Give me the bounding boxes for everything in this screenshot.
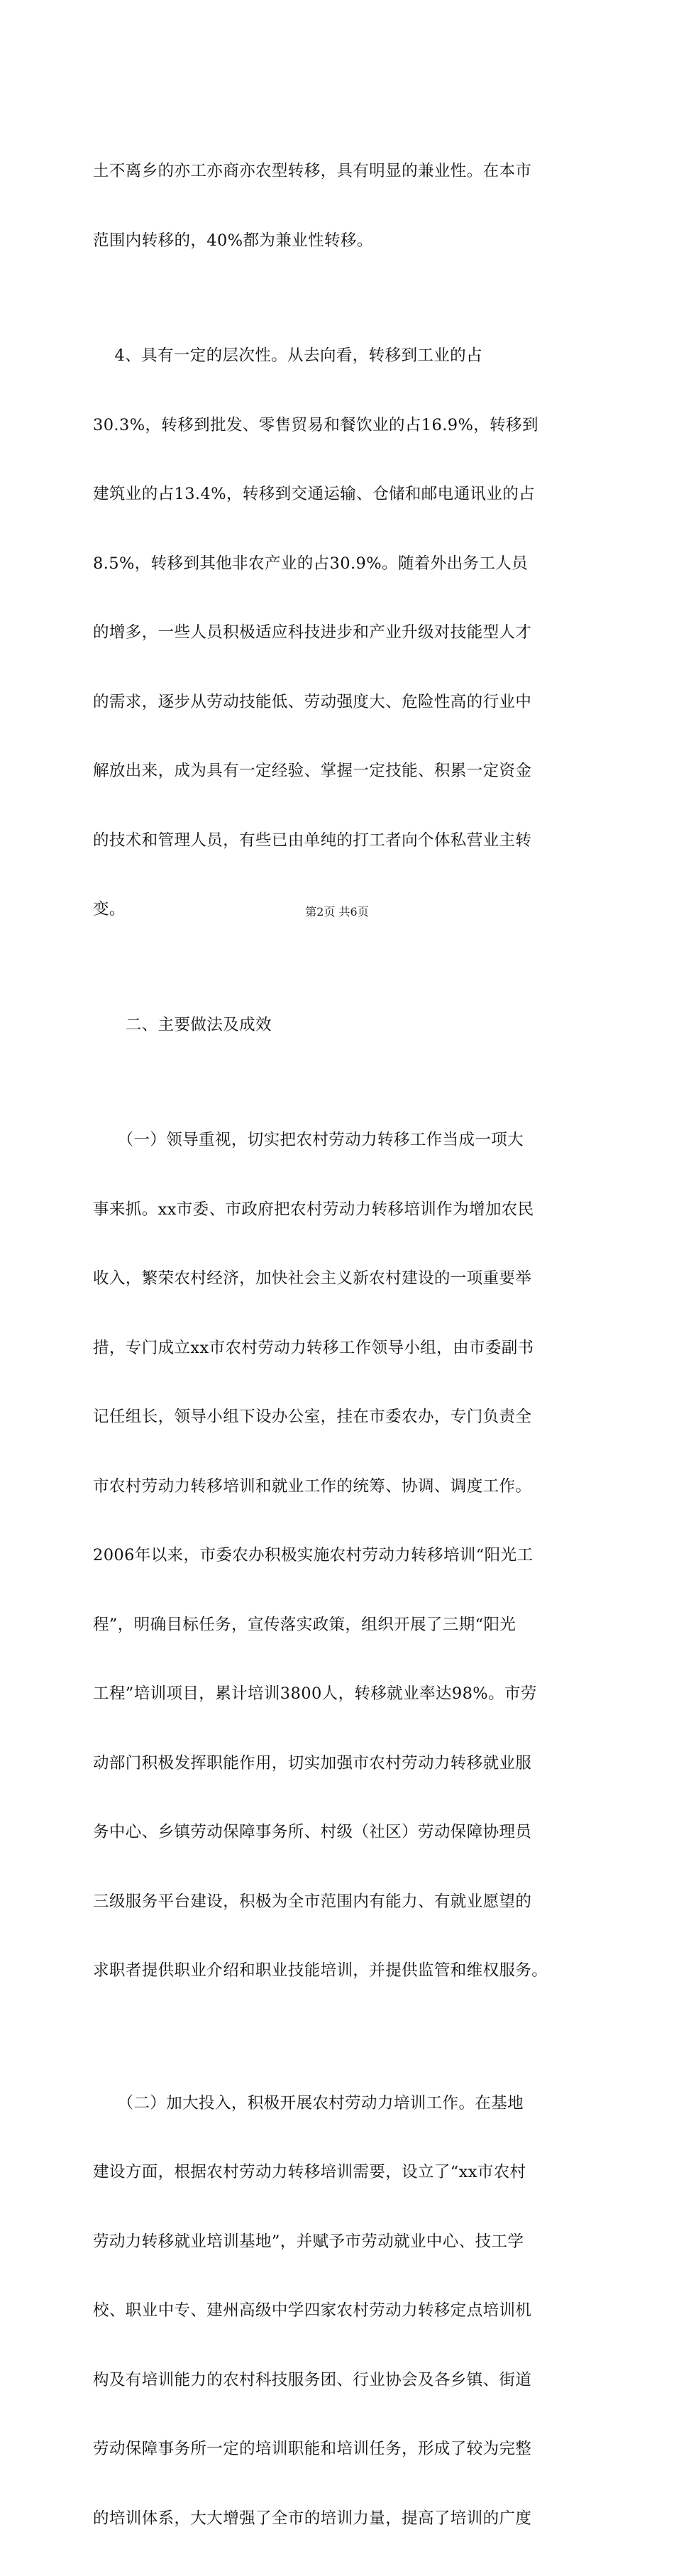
text-line: 收入，繁荣农村经济，加快社会主义新农村建设的一项重要举 bbox=[93, 1267, 590, 1290]
page-number: 第2页 共6页 bbox=[0, 903, 674, 919]
text-line: 范围内转移的，40%都为兼业性转移。 bbox=[93, 229, 590, 253]
document-body bbox=[93, 114, 590, 2576]
text-line: 8.5%，转移到其他非农产业的占30.9%。随着外出务工人员 bbox=[93, 552, 590, 576]
paragraph-2 bbox=[93, 298, 590, 968]
text-line: 三级服务平台建设，积极为全市范围内有能力、有就业愿望的 bbox=[93, 1890, 590, 1914]
text-line: 建筑业的占13.4%，转移到交通运输、仓储和邮电通讯业的占 bbox=[93, 483, 590, 506]
text-line: 校、职业中专、建州高级中学四家农村劳动力转移定点培训机 bbox=[93, 2299, 590, 2323]
text-line: 劳动保障事务所一定的培训职能和培训任务，形成了较为完整 bbox=[93, 2438, 590, 2461]
text-line: 的培训体系，大大增强了全市的培训力量，提高了培训的广度 bbox=[93, 2507, 590, 2531]
paragraph-spacer bbox=[93, 2029, 590, 2046]
text-line: 动部门积极发挥职能作用，切实加强市农村劳动力转移就业服 bbox=[93, 1752, 590, 1775]
text-line: 劳动力转移就业培训基地”，并赋予市劳动就业中心、技工学 bbox=[93, 2230, 590, 2254]
text-line: （一）领导重视，切实把农村劳动力转移工作当成一项大 bbox=[93, 1129, 590, 1152]
text-line: 4、具有一定的层次性。从去向看，转移到工业的占 bbox=[93, 344, 590, 368]
paragraph-4 bbox=[93, 1083, 590, 2029]
text-line: 的增多，一些人员积极适应科技进步和产业升级对技能型人才 bbox=[93, 621, 590, 645]
text-line: 措，专门成立xx市农村劳动力转移工作领导小组，由市委副书 bbox=[93, 1337, 590, 1360]
paragraph-5 bbox=[93, 2046, 590, 2576]
paragraph-1 bbox=[93, 114, 590, 298]
text-line: 的技术和管理人员，有些已由单纯的打工者向个体私营业主转 bbox=[93, 829, 590, 853]
text-line: 事来抓。xx市委、市政府把农村劳动力转移培训作为增加农民 bbox=[93, 1198, 590, 1222]
section-heading bbox=[93, 968, 590, 1083]
text-line: 程”，明确目标任务，宣传落实政策，组织开展了三期“阳光 bbox=[93, 1613, 590, 1637]
text-line: （二）加大投入，积极开展农村劳动力培训工作。在基地 bbox=[93, 2092, 590, 2115]
text-line: 土不离乡的亦工亦商亦农型转移，具有明显的兼业性。在本市 bbox=[93, 160, 590, 183]
text-line: 求职者提供职业介绍和职业技能培训，并提供监管和维权服务。 bbox=[93, 1959, 590, 1983]
text-line: 的需求，逐步从劳动技能低、劳动强度大、危险性高的行业中 bbox=[93, 691, 590, 714]
text-line: 工程”培训项目，累计培训3800人，转移就业率达98%。市劳 bbox=[93, 1682, 590, 1706]
text-line: 2006年以来，市委农办积极实施农村劳动力转移培训“阳光工 bbox=[93, 1544, 590, 1567]
text-line: 30.3%，转移到批发、零售贸易和餐饮业的占16.9%，转移到 bbox=[93, 414, 590, 437]
text-line: 记任组长，领导小组下设办公室，挂在市委农办，专门负责全 bbox=[93, 1405, 590, 1429]
text-line: 构及有培训能力的农村科技服务团、行业协会及各乡镇、街道 bbox=[93, 2369, 590, 2392]
text-line: 务中心、乡镇劳动保障事务所、村级（社区）劳动保障协理员 bbox=[93, 1821, 590, 1844]
heading-line: 二、主要做法及成效 bbox=[93, 1014, 590, 1037]
text-line: 变。 bbox=[93, 898, 590, 921]
text-line: 建设方面，根据农村劳动力转移培训需要，设立了“xx市农村 bbox=[93, 2161, 590, 2184]
text-line: 市农村劳动力转移培训和就业工作的统筹、协调、调度工作。 bbox=[93, 1475, 590, 1498]
text-line: 解放出来，成为具有一定经验、掌握一定技能、积累一定资金 bbox=[93, 760, 590, 783]
document-page bbox=[0, 0, 674, 954]
